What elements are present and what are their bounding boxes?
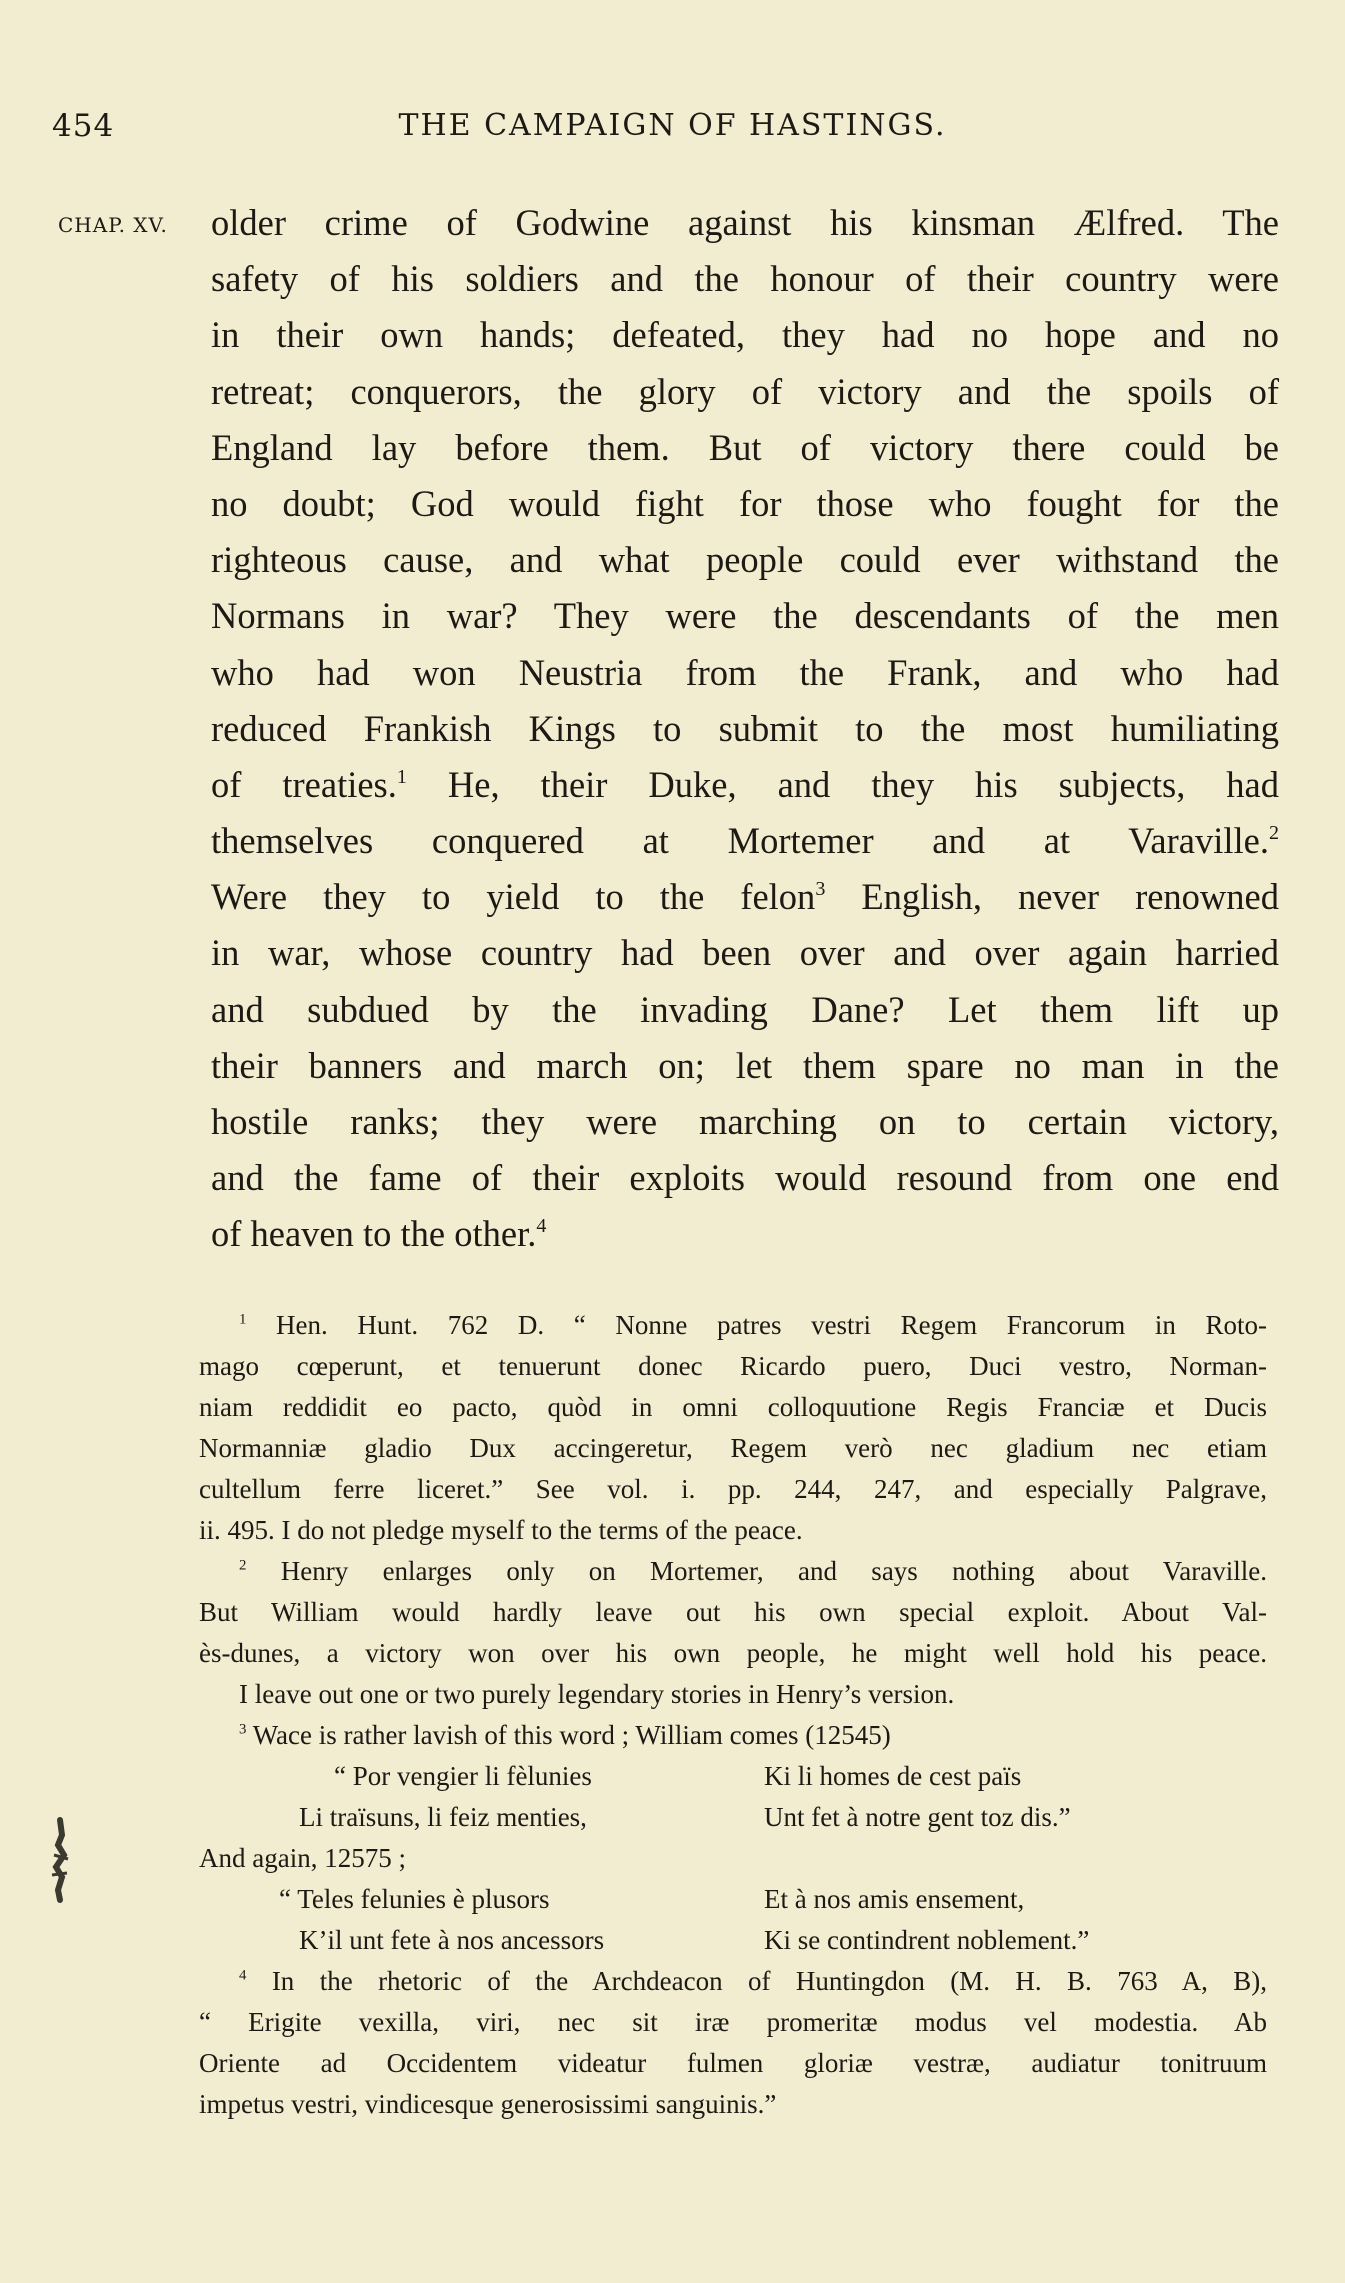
- footnote-3-line: [199, 1715, 1267, 1756]
- text-segment: Were they to yield to the felon: [211, 876, 816, 918]
- text-line: [211, 813, 1279, 869]
- footnote-ref-4: 4: [536, 1215, 547, 1238]
- footnote-2-line: [199, 1551, 1267, 1592]
- footnote-number-1: 1: [239, 1311, 247, 1328]
- footnote-1-line: cultellum ferre liceret.” See vol. i. pp. 244, 247, and especially Palgrave,: [199, 1474, 1267, 1504]
- text-segment: He, their Duke, and they his subjects, had: [447, 763, 1280, 805]
- text-line: [211, 757, 1279, 813]
- text-segment: of treaties.: [211, 763, 397, 805]
- footnote-ref-1: 1: [396, 765, 407, 788]
- footnote-1-line: [199, 1305, 1267, 1346]
- margin-ink-mark: [40, 1815, 80, 1905]
- running-head: THE CAMPAIGN OF HASTINGS.: [398, 108, 947, 143]
- page-number: 454: [52, 108, 115, 144]
- text-line: righteous cause, and what people could ever withstand the: [211, 539, 1279, 581]
- text-segment: of heaven to the other.: [211, 1213, 537, 1255]
- footnote-4-line: impetus vestri, vindicesque generosissimi sanguinis.”: [199, 2089, 777, 2119]
- verse-left: Li traïsuns, li feiz menties,: [299, 1802, 587, 1832]
- footnote-ref-2: 2: [1268, 822, 1279, 845]
- footnote-1-line: ii. 495. I do not pledge myself to the terms of the peace.: [199, 1515, 803, 1545]
- footnote-number-2: 2: [239, 1557, 247, 1574]
- text-line: and subdued by the invading Dane? Let them lift up: [211, 988, 1279, 1030]
- verse-right: Ki se contindrent noblement.”: [764, 1925, 1090, 1955]
- verse-left: “ Teles felunies è plusors: [279, 1884, 550, 1914]
- text-segment: English, never renowned: [861, 876, 1279, 918]
- verse-left: K’il unt fete à nos ancessors: [299, 1925, 605, 1955]
- verse-right: Et à nos amis ensement,: [764, 1884, 1025, 1914]
- main-text: [211, 195, 1279, 1263]
- text-line: [211, 1206, 1279, 1262]
- verse-right: Ki li homes de cest païs: [764, 1761, 1022, 1791]
- footnote-text: Wace is rather lavish of this word ; William comes (12545): [252, 1720, 891, 1750]
- text-line: hostile ranks; they were marching on to certain victory,: [211, 1101, 1279, 1142]
- verse-left: “ Por vengier li fèlunies: [334, 1761, 592, 1791]
- footnote-3-line: And again, 12575 ;: [199, 1843, 406, 1873]
- footnote-2-line: I leave out one or two purely legendary stories in Henry’s version.: [239, 1679, 955, 1709]
- footnote-text: Henry enlarges only on Mortemer, and says nothing about Varaville.: [280, 1556, 1268, 1586]
- text-line: in war, whose country had been over and over again harried: [211, 932, 1279, 974]
- verse-line: [199, 1756, 1267, 1797]
- footnote-4-line: “ Erigite vexilla, viri, nec sit iræ promeritæ modus vel modestia. Ab: [199, 2007, 1267, 2037]
- footnote-4-line: Oriente ad Occidentem videatur fulmen gloriæ vestræ, audiatur tonitruum: [199, 2048, 1267, 2078]
- text-line: who had won Neustria from the Frank, and who had: [211, 651, 1279, 693]
- text-line: safety of his soldiers and the honour of their country were: [211, 258, 1279, 300]
- footnote-2-line: ès-dunes, a victory won over his own people, he might well hold his peace.: [199, 1638, 1267, 1668]
- footnotes: [199, 1305, 1267, 2125]
- verse-line: [199, 1879, 1267, 1920]
- footnote-text: Hen. Hunt. 762 D. “ Nonne patres vestri Regem Francorum in Roto-: [276, 1310, 1267, 1340]
- text-segment: themselves conquered at Mortemer and at Varaville.: [211, 820, 1269, 862]
- footnote-1-line: mago cœperunt, et tenuerunt donec Ricardo puero, Duci vestro, Norman-: [199, 1351, 1267, 1381]
- footnote-2-line: But William would hardly leave out his own special exploit. About Val-: [199, 1597, 1267, 1627]
- footnote-number-4: 4: [239, 1967, 247, 1984]
- footnote-number-3: 3: [239, 1721, 247, 1738]
- verse-line: [199, 1797, 1267, 1838]
- chapter-mark: CHAP. XV.: [58, 213, 168, 237]
- footnote-1-line: Normanniæ gladio Dux accingeretur, Regem verò nec gladium nec etiam: [199, 1433, 1267, 1463]
- footnote-ref-3: 3: [815, 878, 826, 901]
- text-line: in their own hands; defeated, they had no hope and no: [211, 314, 1279, 356]
- text-line: retreat; conquerors, the glory of victory and the spoils of: [211, 370, 1279, 412]
- footnote-text: In the rhetoric of the Archdeacon of Huntingdon (M. H. B. 763 A, B),: [271, 1966, 1267, 1996]
- text-line: reduced Frankish Kings to submit to the most humiliating: [211, 707, 1279, 749]
- footnote-4-line: [199, 1961, 1267, 2002]
- verse-right: Unt fet à notre gent toz dis.”: [764, 1802, 1071, 1832]
- text-line: no doubt; God would fight for those who fought for the: [211, 482, 1279, 524]
- text-line: their banners and march on; let them spare no man in the: [211, 1044, 1279, 1086]
- text-line: [211, 869, 1279, 925]
- text-line: and the fame of their exploits would resound from one end: [211, 1157, 1279, 1199]
- text-line: older crime of Godwine against his kinsman Ælfred. The: [211, 202, 1279, 243]
- verse-line: [199, 1920, 1267, 1961]
- text-line: Normans in war? They were the descendants of the men: [211, 595, 1279, 637]
- footnote-1-line: niam reddidit eo pacto, quòd in omni colloquutione Regis Franciæ et Ducis: [199, 1392, 1267, 1422]
- text-line: England lay before them. But of victory there could be: [211, 426, 1279, 468]
